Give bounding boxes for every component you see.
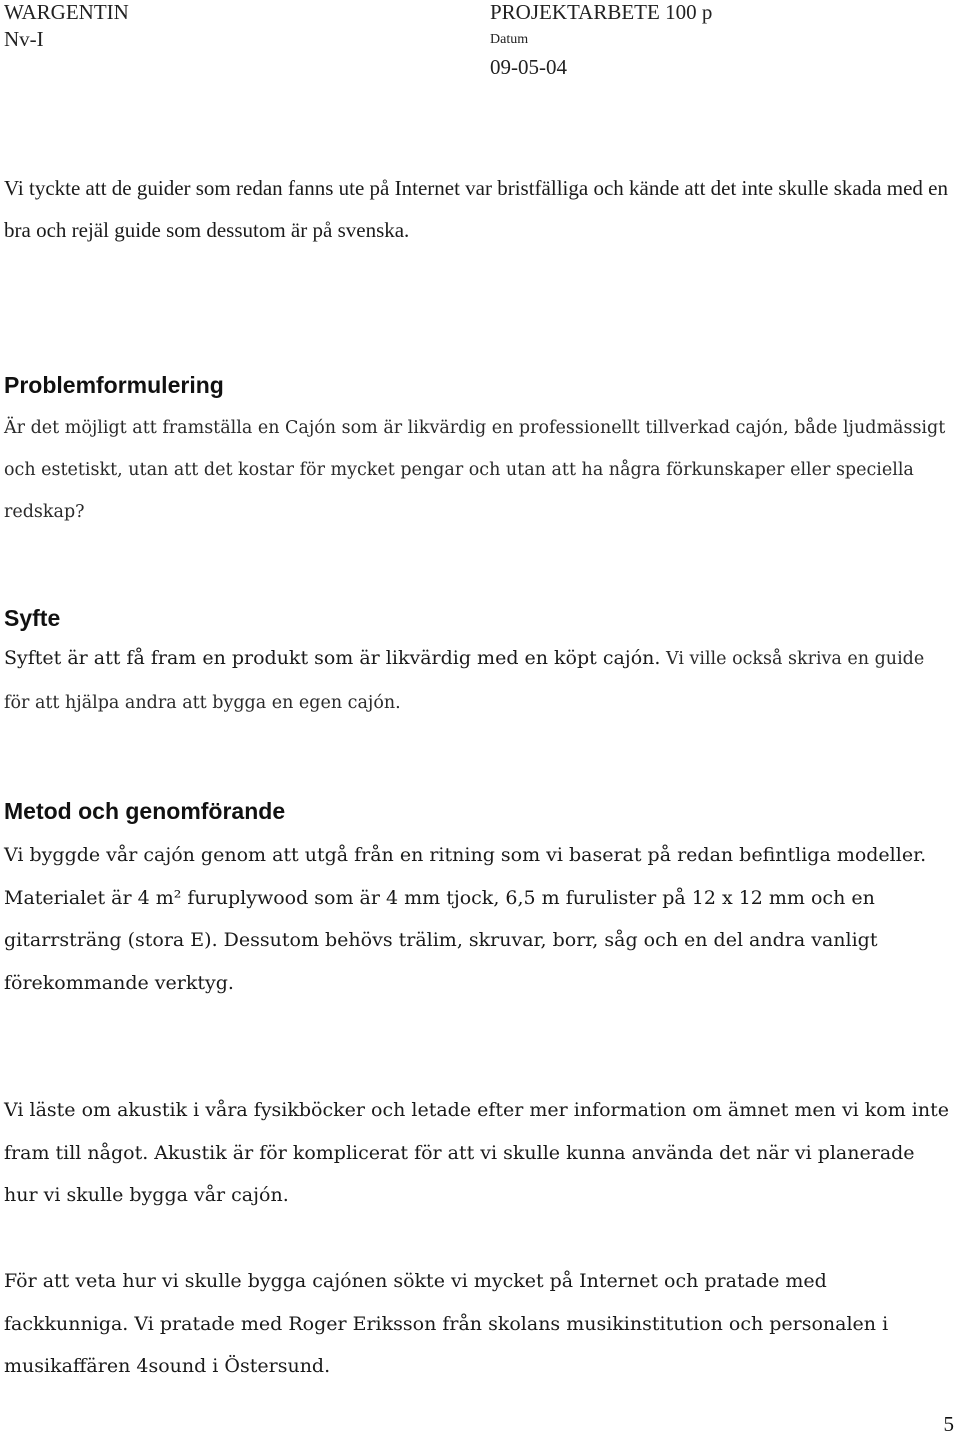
metod-paragraph: Vi byggde vår cajón genom att utgå från en ritning som vi baserat på redan befintliga modeller. Materialet är 4 m² furuplywood som är 4 mm tjock, 6,5 m furulister på 12 x 12 mm och en gitarrsträng (stora E). Dessutom behövs trälim, skruvar, borr, såg och en del andra vanligt förekommande verktyg. (4, 844, 927, 994)
research-paragraph: För att veta hur vi skulle bygga cajónen sökte vi mycket på Internet och pratade med fackkunniga. Vi pratade med Roger Eriksson från skolans musikinstitution och personalen i musikaffären 4sound i Östersund. (4, 1270, 889, 1377)
problem-section (4, 407, 954, 533)
syfte-heading-block (4, 604, 954, 632)
header-date-label: Datum (490, 32, 529, 47)
akustik-section (4, 1089, 954, 1217)
header-school: WARGENTIN (4, 0, 129, 24)
akustik-paragraph: Vi läste om akustik i våra fysikböcker och letade efter mer information om ämnet men vi kom inte fram till något. Akustik är för komplicerat för att vi skulle kunna använda det när vi planerade hur vi skulle bygga vår cajón. (4, 1099, 949, 1206)
intro-section (4, 167, 954, 251)
metod-section (4, 834, 954, 1004)
problem-heading: Problemformulering (4, 372, 224, 398)
metod-heading: Metod och genomförande (4, 798, 286, 824)
syfte-heading: Syfte (4, 605, 61, 631)
syfte-paragraph (4, 637, 954, 724)
intro-paragraph: Vi tyckte att de guider som redan fanns ute på Internet var bristfälliga och kände att det inte skulle skada med en bra och rejäl guide som dessutom är på svenska. (4, 176, 948, 242)
metod-heading-block (4, 797, 954, 825)
problem-paragraph: Är det möjligt att framställa en Cajón som är likvärdig en professionellt tillverkad cajón, både ljudmässigt och estetiskt, utan att det kostar för mycket pengar och utan att ha några förkunskaper eller speciella redskap? (4, 418, 946, 522)
problem-heading-block (4, 371, 954, 399)
header-date-value: 09-05-04 (490, 55, 567, 79)
page-number: 5 (943, 1412, 954, 1436)
header-project-title: PROJEKTARBETE 100 p (490, 0, 713, 24)
syfte-text-part1: Syftet är att få fram en produkt som är likvärdig med en köpt cajón. (4, 647, 661, 669)
syfte-text-part2: Vi ville också skriva en guide för att hjälpa andra att bygga en egen cajón. (4, 649, 925, 713)
research-section (4, 1260, 954, 1388)
header-class: Nv-I (4, 27, 44, 51)
syfte-section (4, 637, 954, 724)
